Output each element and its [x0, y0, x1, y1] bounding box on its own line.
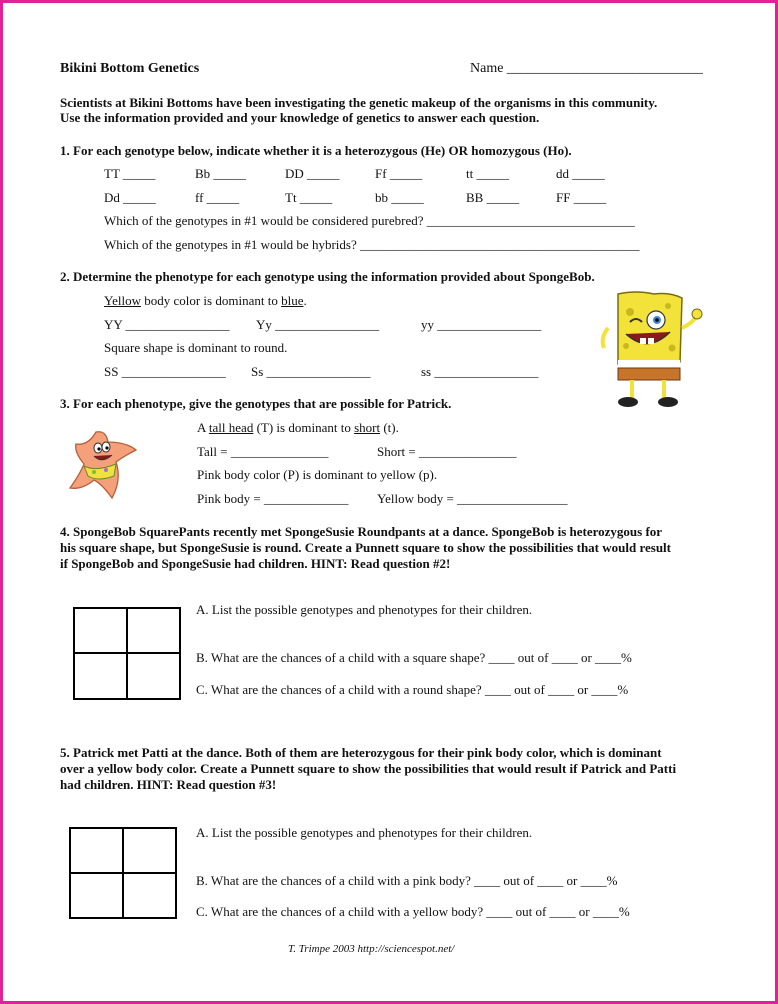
q3-color-rule: Pink body color (P) is dominant to yellow (p). — [197, 467, 438, 482]
q4-heading-line: if SpongeBob and SpongeSusie had children. HINT: Read question #2! — [60, 556, 451, 571]
q2-dominant-trait: Yellow — [104, 293, 141, 308]
q2-heading: 2. Determine the phenotype for each genotype using the information provided about SpongeBob. — [60, 269, 595, 284]
q1-genotype[interactable]: DD _____ — [285, 166, 340, 181]
q3-height-rule — [197, 420, 399, 436]
q1-purebred-question[interactable]: Which of the genotypes in #1 would be considered purebred? ________________________________ — [104, 213, 635, 228]
q1-genotype[interactable]: Tt _____ — [285, 190, 333, 205]
q2-recessive-trait: blue — [281, 293, 304, 308]
q3-tall-answer[interactable]: Tall = _______________ — [197, 444, 329, 459]
q2-answer[interactable]: ss ________________ — [421, 364, 539, 379]
q1-genotype[interactable]: ff _____ — [195, 190, 240, 205]
spongebob-body — [603, 292, 702, 407]
q1-genotype[interactable]: Dd _____ — [104, 190, 156, 205]
q2-answer[interactable]: Yy ________________ — [256, 317, 380, 332]
q5-part-b[interactable]: B. What are the chances of a child with a pink body? ____ out of ____ or ____% — [196, 873, 618, 888]
q2-rule-text: body color is dominant to — [140, 293, 282, 308]
q3-pink-answer[interactable]: Pink body = _____________ — [197, 491, 349, 506]
q3-recessive-trait: short — [354, 420, 381, 435]
q5-heading-line: 5. Patrick met Patti at the dance. Both of them are heterozygous for their pink body color, which is dominant — [60, 745, 662, 760]
q1-genotype[interactable]: Bb _____ — [195, 166, 246, 181]
q2-shape-rule: Square shape is dominant to round. — [104, 340, 288, 355]
q3-dominant-trait: tall head — [208, 420, 254, 435]
q4-heading-line: his square shape, but SpongeSusie is round. Create a Punnett square to show the possibilities that would result — [60, 540, 671, 555]
q5-heading-line: had children. HINT: Read question #3! — [60, 777, 277, 792]
patrick-image — [66, 428, 140, 504]
spongebob-image — [596, 288, 708, 412]
q3-rule-text: (T) is dominant to — [253, 420, 355, 435]
q1-genotype[interactable]: dd _____ — [556, 166, 605, 181]
q1-genotype[interactable]: bb _____ — [375, 190, 424, 205]
q1-genotype[interactable]: BB _____ — [466, 190, 520, 205]
q3-heading: 3. For each phenotype, give the genotypes that are possible for Patrick. — [60, 396, 452, 411]
q1-genotype[interactable]: tt _____ — [466, 166, 509, 181]
punnett-divider-horizontal — [75, 652, 179, 654]
footer-credit: T. Trimpe 2003 http://sciencespot.net/ — [288, 943, 455, 955]
q1-heading: 1. For each genotype below, indicate whether it is a heterozygous (He) OR homozygous (Ho). — [60, 143, 572, 158]
name-field[interactable]: Name ____________________________ — [470, 61, 703, 76]
q3-yellow-answer[interactable]: Yellow body = _________________ — [377, 491, 568, 506]
q1-genotype[interactable]: TT _____ — [104, 166, 156, 181]
q2-answer[interactable]: Ss ________________ — [251, 364, 371, 379]
patrick-body — [70, 432, 136, 498]
q1-genotype[interactable]: Ff _____ — [375, 166, 423, 181]
intro-line-2: Use the information provided and your knowledge of genetics to answer each question. — [60, 110, 540, 125]
q2-rule-period: . — [303, 293, 307, 308]
q1-genotype[interactable]: FF _____ — [556, 190, 607, 205]
q3-rule-text: (t). — [380, 420, 399, 435]
punnett-divider-horizontal — [71, 872, 175, 874]
q4-heading-line: 4. SpongeBob SquarePants recently met SpongeSusie Roundpants at a dance. SpongeBob is heterozygous for — [60, 524, 663, 539]
q3-short-answer[interactable]: Short = _______________ — [377, 444, 517, 459]
q2-answer[interactable]: yy ________________ — [421, 317, 542, 332]
q2-answer[interactable]: SS ________________ — [104, 364, 226, 379]
q4-punnett-square[interactable] — [73, 607, 181, 700]
q3-rule-text: A — [197, 420, 209, 435]
q2-answer[interactable]: YY ________________ — [104, 317, 230, 332]
q5-heading-line: over a yellow body color. Create a Punnett square to show the possibilities that would result if Patrick and Patti — [60, 761, 677, 776]
q5-punnett-square[interactable] — [69, 827, 177, 919]
q4-part-a[interactable]: A. List the possible genotypes and phenotypes for their children. — [196, 602, 533, 617]
q4-part-c[interactable]: C. What are the chances of a child with a round shape? ____ out of ____ or ____% — [196, 682, 629, 697]
q4-part-b[interactable]: B. What are the chances of a child with a square shape? ____ out of ____ or ____% — [196, 650, 632, 665]
intro-line-1: Scientists at Bikini Bottoms have been investigating the genetic makeup of the organisms in this community. — [60, 95, 658, 110]
q1-hybrids-question[interactable]: Which of the genotypes in #1 would be hybrids? ___________________________________________ — [104, 237, 640, 252]
worksheet-title: Bikini Bottom Genetics — [60, 61, 200, 76]
q2-color-rule — [104, 293, 307, 309]
q5-part-a[interactable]: A. List the possible genotypes and phenotypes for their children. — [196, 825, 533, 840]
q5-part-c[interactable]: C. What are the chances of a child with a yellow body? ____ out of ____ or ____% — [196, 904, 630, 919]
